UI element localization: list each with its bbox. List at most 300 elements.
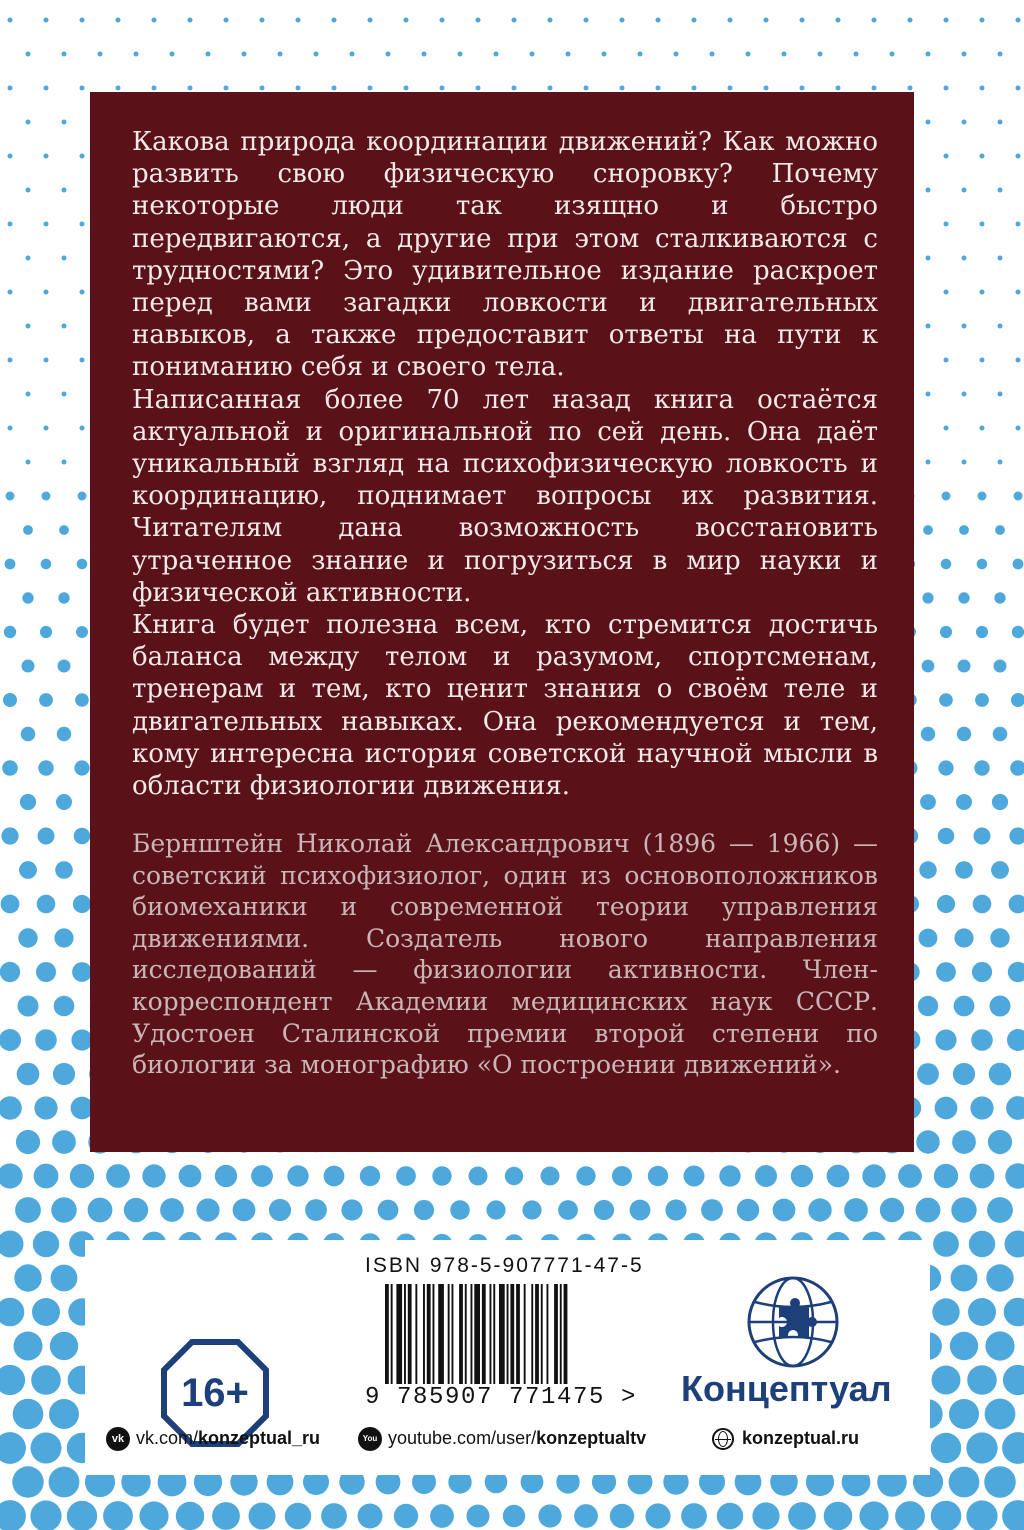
- dot: [926, 120, 931, 125]
- dot: [919, 861, 936, 878]
- barcode-bar: [535, 1284, 539, 1384]
- dot: [800, 18, 805, 23]
- dot: [926, 324, 931, 329]
- dot: [954, 996, 975, 1017]
- dot: [998, 392, 1003, 397]
- dot: [710, 52, 715, 57]
- dot: [0, 1298, 24, 1327]
- dot: [719, 1165, 740, 1186]
- dot: [953, 1063, 975, 1085]
- dot: [844, 1198, 868, 1222]
- dot: [854, 52, 859, 57]
- dot: [72, 962, 92, 982]
- dot: [422, 52, 427, 57]
- description-paragraph-1: Какова природа координации движений? Как можно развить свою физическую сноровку? Почему некоторые люди так изящно и быстро передвигаются, а другие при этом сталкиваются с трудностями? Это удивительное издание раскроет перед вами загадки ловкости и двигательных навыков, а также предоставит ответы на пути к пониманию себя и своего тела.: [132, 127, 878, 383]
- dot: [1005, 1163, 1024, 1188]
- dot: [923, 525, 933, 535]
- dot: [224, 18, 229, 23]
- dot: [998, 120, 1003, 125]
- dot: [994, 592, 1005, 603]
- dot: [1009, 895, 1024, 914]
- dot: [574, 1504, 598, 1528]
- dot: [926, 256, 931, 261]
- barcode-bar: [459, 1284, 463, 1384]
- dot: [116, 86, 121, 91]
- dot: [584, 18, 589, 23]
- dot: [791, 1165, 813, 1187]
- dot: [152, 18, 157, 23]
- dot: [971, 1029, 993, 1051]
- dot: [458, 52, 463, 57]
- dot: [936, 962, 956, 982]
- dot: [233, 1199, 256, 1222]
- dot: [940, 626, 952, 638]
- dot: [134, 52, 139, 57]
- youtube-icon: You: [358, 1427, 382, 1451]
- dot: [684, 1166, 705, 1187]
- barcode-bar: [499, 1284, 505, 1384]
- dot: [170, 52, 175, 57]
- dot: [951, 1265, 978, 1292]
- dot: [80, 18, 85, 23]
- dot: [978, 492, 987, 501]
- dot: [916, 1130, 939, 1153]
- dot: [1016, 426, 1021, 431]
- dot: [206, 52, 211, 57]
- dot: [935, 1029, 956, 1050]
- dot: [827, 1165, 850, 1188]
- dot: [967, 1365, 997, 1395]
- dot: [358, 1504, 383, 1529]
- dot: [944, 426, 949, 431]
- barcode-bar: [427, 1284, 431, 1384]
- website-link-text: konzeptual.ru: [742, 1428, 860, 1448]
- dot: [176, 1502, 204, 1530]
- dot: [944, 18, 949, 23]
- dot: [755, 1165, 777, 1187]
- dot: [941, 559, 952, 570]
- dot: [212, 1502, 240, 1530]
- dot: [51, 1265, 78, 1292]
- dot: [98, 52, 103, 57]
- dot: [692, 18, 697, 23]
- dot: [503, 1505, 525, 1527]
- vk-link-prefix: vk.com/: [136, 1428, 199, 1448]
- description-panel: [90, 92, 914, 1152]
- dot: [939, 693, 953, 707]
- dot: [260, 18, 265, 23]
- dot: [933, 1231, 959, 1257]
- dot: [949, 1467, 980, 1498]
- dot: [378, 1200, 399, 1221]
- dot: [944, 290, 949, 295]
- dot: [8, 18, 13, 23]
- dot: [890, 52, 895, 57]
- dot: [15, 1197, 41, 1223]
- dot: [16, 1130, 40, 1154]
- dot: [558, 1200, 578, 1220]
- dot: [1016, 86, 1021, 91]
- vk-link-handle: konzeptual_ru: [198, 1428, 321, 1448]
- dot: [898, 1164, 922, 1188]
- dot: [993, 727, 1008, 742]
- dot: [14, 1332, 43, 1361]
- dot: [942, 492, 951, 501]
- dot: [80, 222, 85, 227]
- dot: [14, 1264, 41, 1291]
- dot: [73, 895, 91, 913]
- barcode-bar: [423, 1284, 425, 1384]
- dot: [973, 895, 992, 914]
- dot: [989, 1063, 1012, 1086]
- dot: [44, 358, 49, 363]
- dot: [992, 794, 1008, 810]
- dot: [56, 794, 72, 810]
- dot: [522, 1200, 541, 1219]
- barcode-bar: [516, 1284, 520, 1384]
- dot: [8, 154, 13, 159]
- dot: [54, 996, 75, 1017]
- dot: [972, 962, 992, 982]
- dot: [968, 1298, 996, 1326]
- dot: [1016, 290, 1021, 295]
- dot: [1, 827, 18, 844]
- dot: [872, 86, 877, 91]
- dot: [50, 1332, 78, 1360]
- dot: [951, 1197, 976, 1222]
- dot: [8, 358, 13, 363]
- dot: [620, 86, 625, 91]
- dot: [985, 1331, 1014, 1360]
- dot: [612, 1166, 632, 1186]
- dot: [285, 1503, 311, 1529]
- dot: [998, 256, 1003, 261]
- isbn-label: ISBN 978-5-907771-47-5: [365, 1254, 644, 1277]
- dot: [396, 1166, 416, 1186]
- dot: [859, 1501, 888, 1530]
- barcode-bar: [404, 1284, 406, 1384]
- youtube-link-prefix: youtube.com/user/: [388, 1428, 537, 1448]
- dot: [541, 1167, 560, 1186]
- dot: [962, 188, 967, 193]
- dot: [938, 828, 955, 845]
- dot: [0, 1096, 22, 1120]
- dot: [26, 460, 31, 465]
- dot: [8, 222, 13, 227]
- barcode-bar: [385, 1284, 389, 1384]
- dot: [215, 1165, 237, 1187]
- dot: [782, 52, 787, 57]
- dot: [0, 962, 20, 982]
- dot: [648, 1166, 668, 1186]
- dot: [124, 1198, 148, 1222]
- dot: [926, 392, 931, 397]
- dot: [1016, 18, 1021, 23]
- youtube-link-handle: konzeptualtv: [536, 1428, 647, 1448]
- dot: [962, 52, 967, 57]
- dot: [26, 188, 31, 193]
- dot: [62, 324, 67, 329]
- description-paragraph-2: Написанная более 70 лет назад книга остаётся актуальной и оригинальной по сей день. Она даёт уникальный взгляд на психофизическую ловкость и координацию, поднимает вопросы их развития. Читателям дана возможность восстановить утраченное знание и погрузиться в мир науки и физической активности.: [132, 384, 878, 608]
- dot: [314, 52, 319, 57]
- dot: [368, 18, 373, 23]
- dot: [476, 86, 481, 91]
- dot: [67, 1501, 97, 1530]
- dot: [962, 256, 967, 261]
- dot: [958, 660, 971, 673]
- dot: [966, 1500, 997, 1530]
- dot: [1016, 154, 1021, 159]
- dot: [414, 1200, 434, 1220]
- dot: [548, 86, 553, 91]
- dot: [1014, 492, 1023, 501]
- dot: [836, 86, 841, 91]
- barcode-bar: [448, 1284, 450, 1384]
- dot: [0, 1500, 26, 1530]
- dot: [368, 86, 373, 91]
- dot: [1011, 693, 1024, 707]
- dot: [394, 1504, 418, 1528]
- dot: [862, 1164, 885, 1187]
- dot: [341, 1199, 362, 1220]
- dot: [602, 52, 607, 57]
- dot: [956, 794, 972, 810]
- dot: [142, 1164, 165, 1187]
- vk-link[interactable]: [106, 1418, 320, 1458]
- dot: [674, 52, 679, 57]
- dot: [53, 1063, 75, 1085]
- dot: [80, 426, 85, 431]
- dot: [34, 1096, 57, 1119]
- dot: [5, 559, 16, 570]
- barcode-bar: [396, 1284, 402, 1384]
- dot: [958, 592, 969, 603]
- dot: [440, 86, 445, 91]
- dot: [576, 1166, 595, 1185]
- dot: [22, 592, 33, 603]
- dot: [895, 1501, 925, 1530]
- dot: [880, 1198, 904, 1222]
- dot: [954, 928, 973, 947]
- dot: [656, 86, 661, 91]
- dot: [1016, 358, 1021, 363]
- dot: [332, 86, 337, 91]
- dot: [962, 392, 967, 397]
- dot: [432, 1166, 451, 1185]
- dot: [51, 1197, 76, 1222]
- dot: [952, 1130, 976, 1154]
- dot: [548, 18, 553, 23]
- dot: [937, 895, 955, 913]
- dot: [103, 1501, 133, 1530]
- barcode-bar: [433, 1284, 435, 1384]
- dot: [62, 460, 67, 465]
- dot: [970, 1164, 995, 1189]
- dot: [88, 1198, 113, 1223]
- dot: [188, 18, 193, 23]
- dot: [752, 1502, 779, 1529]
- dot: [440, 18, 445, 23]
- dot: [932, 1366, 961, 1395]
- dot: [305, 1199, 327, 1221]
- dot: [921, 727, 935, 741]
- dot: [955, 861, 973, 879]
- dot: [33, 1231, 59, 1257]
- dot: [404, 18, 409, 23]
- dot: [62, 256, 67, 261]
- dot: [944, 358, 949, 363]
- dot: [62, 52, 67, 57]
- dot: [26, 52, 31, 57]
- dot: [34, 1164, 59, 1189]
- dot: [21, 727, 36, 742]
- dot: [494, 52, 499, 57]
- dot: [62, 188, 67, 193]
- dot: [321, 1503, 347, 1529]
- footer-links: [0, 1418, 1024, 1458]
- dot: [800, 86, 805, 91]
- dot: [287, 1165, 308, 1186]
- dot: [980, 290, 985, 295]
- dot: [610, 1504, 634, 1528]
- youtube-link[interactable]: [358, 1418, 646, 1458]
- publisher-name: Концептуал: [681, 1368, 892, 1409]
- dot: [39, 693, 53, 707]
- dot: [974, 760, 989, 775]
- dot: [656, 18, 661, 23]
- dot: [916, 1198, 941, 1223]
- dot: [974, 828, 991, 845]
- dot: [23, 525, 33, 535]
- dot: [918, 996, 938, 1016]
- dot: [74, 828, 91, 845]
- dot: [386, 52, 391, 57]
- barcode-bar: [408, 1284, 412, 1384]
- dot: [80, 290, 85, 295]
- dot: [19, 861, 37, 879]
- dot: [926, 460, 931, 465]
- dot: [1004, 1298, 1024, 1327]
- barcode-bar: [507, 1284, 509, 1384]
- dot: [994, 660, 1007, 673]
- dot: [26, 392, 31, 397]
- dot: [2, 760, 18, 776]
- dot: [872, 18, 877, 23]
- dot: [77, 559, 88, 570]
- dot: [80, 86, 85, 91]
- barcode-bar: [490, 1284, 492, 1384]
- dot: [935, 1097, 958, 1120]
- dot: [70, 1164, 94, 1188]
- dot: [20, 794, 36, 810]
- dot: [44, 154, 49, 159]
- dot: [160, 1198, 184, 1222]
- dot: [938, 760, 953, 775]
- dot: [920, 794, 936, 810]
- dot: [49, 1467, 80, 1498]
- dot: [944, 222, 949, 227]
- dot: [54, 928, 73, 947]
- dot: [55, 861, 73, 879]
- dot: [764, 86, 769, 91]
- dot: [987, 1197, 1013, 1223]
- dot: [58, 660, 71, 673]
- dot: [26, 120, 31, 125]
- dot: [8, 426, 13, 431]
- dot: [950, 1332, 978, 1360]
- dot: [1016, 222, 1021, 227]
- barcode-bar: [541, 1284, 543, 1384]
- dot: [995, 525, 1005, 535]
- dot: [538, 1504, 561, 1527]
- dot: [908, 18, 913, 23]
- barcode-bar: [438, 1284, 444, 1384]
- dot: [8, 86, 13, 91]
- dot: [35, 1029, 57, 1051]
- dot: [788, 1502, 816, 1530]
- dot: [836, 18, 841, 23]
- barcode-bar: [452, 1284, 454, 1384]
- dot: [179, 1165, 202, 1188]
- barcode-bar: [524, 1284, 526, 1384]
- dot: [332, 18, 337, 23]
- dot: [188, 86, 193, 91]
- dot: [976, 626, 988, 638]
- dot: [251, 1165, 273, 1187]
- dot: [40, 626, 52, 638]
- dot: [692, 86, 697, 91]
- dot: [932, 1298, 959, 1325]
- dot: [31, 1365, 61, 1395]
- dot: [486, 1200, 505, 1219]
- dot: [42, 492, 51, 501]
- barcode-bar: [471, 1284, 473, 1384]
- dot: [26, 324, 31, 329]
- dot: [917, 1063, 939, 1085]
- dot: [75, 693, 89, 707]
- dot: [78, 492, 87, 501]
- dot: [44, 290, 49, 295]
- dot: [62, 392, 67, 397]
- dot: [469, 1167, 488, 1186]
- dot: [990, 996, 1011, 1017]
- dot: [4, 626, 16, 638]
- barcode: [385, 1284, 627, 1384]
- dot: [620, 18, 625, 23]
- barcode-bar: [482, 1284, 486, 1384]
- dot: [998, 52, 1003, 57]
- dot: [922, 660, 935, 673]
- dot: [44, 426, 49, 431]
- dot: [969, 1231, 995, 1257]
- dot: [80, 358, 85, 363]
- dot: [38, 828, 55, 845]
- barcode-bar: [391, 1284, 393, 1384]
- dot: [1008, 962, 1024, 982]
- website-link[interactable]: [712, 1418, 859, 1458]
- dot: [58, 592, 69, 603]
- dot: [74, 760, 89, 775]
- dot: [224, 86, 229, 91]
- dot: [350, 52, 355, 57]
- dot: [467, 1505, 490, 1528]
- dot: [984, 1466, 1016, 1498]
- dot: [1010, 760, 1024, 776]
- dot: [80, 154, 85, 159]
- dot: [980, 154, 985, 159]
- dot: [908, 86, 913, 91]
- dot: [746, 52, 751, 57]
